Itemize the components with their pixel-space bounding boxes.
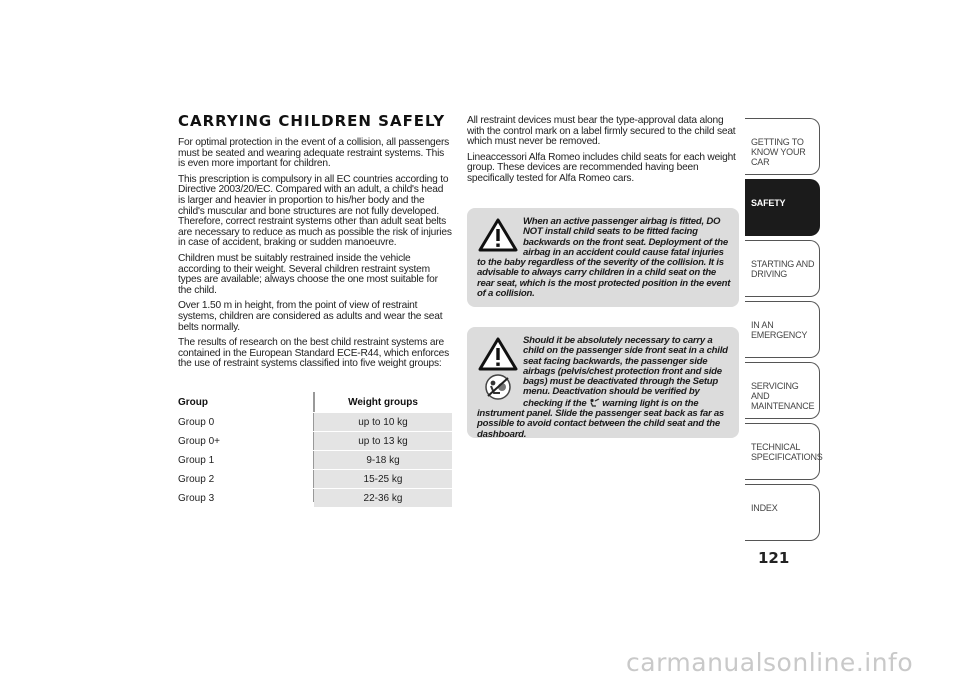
tab-technical-specifications[interactable] xyxy=(745,423,823,480)
intro-paragraph: For optimal protection in the event of a collision, all passengers must be seated and wearing adequate restraint systems. This is even more important for children. xyxy=(178,137,450,170)
table-row xyxy=(178,432,452,451)
weight-groups-table xyxy=(178,392,452,508)
airbag-warning-box xyxy=(467,208,739,307)
table-row xyxy=(178,451,452,470)
tab-label: TECHNICAL SPECIFICATIONS xyxy=(751,442,823,462)
type-approval-paragraph: All restraint devices must bear the type-approval data along with the control mark on a label firmly secured to the child seat which must never be removed. xyxy=(467,115,736,148)
table-row xyxy=(178,489,452,508)
tab-safety[interactable] xyxy=(745,179,820,236)
weight-column-header: Weight groups xyxy=(348,396,418,408)
table-row xyxy=(178,470,452,489)
tab-servicing-and-maintenance[interactable] xyxy=(745,362,820,419)
group-cell: Group 2 xyxy=(178,470,314,489)
weight-cell: 15-25 kg xyxy=(314,470,452,489)
tab-label: GETTING TO KNOW YOUR CAR xyxy=(751,137,806,167)
table-header-row xyxy=(178,392,452,413)
page-number: 121 xyxy=(758,549,790,567)
right-column xyxy=(467,116,739,190)
page-title: CARRYING CHILDREN SAFELY xyxy=(178,112,446,130)
tab-index[interactable] xyxy=(745,484,820,541)
tab-label: STARTING AND DRIVING xyxy=(751,259,815,279)
airbag-off-icon xyxy=(477,372,519,402)
group-cell: Group 1 xyxy=(178,451,314,470)
tab-in-an-emergency[interactable] xyxy=(745,301,820,358)
table-row xyxy=(178,413,452,432)
group-column-header: Group xyxy=(178,396,208,408)
airbag-warning-light-icon xyxy=(589,398,600,407)
restraint-paragraph: Children must be suitably restrained inside the vehicle according to their weight. Several children restraint system types are available; always choose the one most suitable for the child. xyxy=(178,252,438,296)
directive-paragraph: This prescription is compulsory in all EC countries according to Directive 2003/20/EC. Compared with an adult, a child's head is larger and heavier in proportion to his/her body and the child's muscular and bone structures are not fully developed. Therefore, correct restraint systems other than adult seat belts are necessary to reduce as much as possible the risk of injuries in case of accident, braking or sudden manoeuvre. xyxy=(178,173,452,249)
left-column xyxy=(178,138,452,375)
weight-cell: up to 10 kg xyxy=(314,413,452,432)
lineaccessori-paragraph: Lineaccessori Alfa Romeo includes child seats for each weight group. These devices are recommended having been specifically tested for Alfa Romeo cars. xyxy=(467,151,736,184)
warning-triangle-icon xyxy=(477,336,519,372)
tab-label: SERVICING AND MAINTENANCE xyxy=(751,381,815,411)
tab-label: SAFETY xyxy=(751,198,786,208)
group-cell: Group 3 xyxy=(178,489,314,508)
group-cell: Group 0 xyxy=(178,413,314,432)
tab-label: INDEX xyxy=(751,503,778,513)
airbag-deactivation-box xyxy=(467,327,739,438)
chapter-tabs xyxy=(745,118,823,545)
airbag-warning-text: When an active passenger airbag is fitted, DO NOT install child seats to be fitted facing backwards on the front seat. Deployment of the airbag in an accident could cause fatal injuries to the baby regardless of the severity of the collision. It is advisable to always carry children in a child seat on the rear seat, which is the most protected position in the event of a collision. xyxy=(477,216,731,300)
weight-cell: 22-36 kg xyxy=(314,489,452,508)
height-paragraph: Over 1.50 m in height, from the point of view of restraint systems, children are considered as adults and wear the seat belts normally. xyxy=(178,300,443,333)
tab-getting-to-know-your-car[interactable] xyxy=(745,118,820,175)
deactivation-text-start: Should it be absolutely necessary to carry a child on the passenger side front seat in a child seat facing backwards, the passenger side airbags (pelvis/chest protection front and side bags) must be deactivated through the Setup menu. Deactivation should be verified by checking if the xyxy=(523,335,728,409)
group-cell: Group 0+ xyxy=(178,432,314,451)
warning-triangle-icon xyxy=(477,217,519,253)
tab-starting-and-driving[interactable] xyxy=(745,240,820,297)
weight-cell: up to 13 kg xyxy=(314,432,452,451)
tab-label: IN AN EMERGENCY xyxy=(751,320,808,340)
deactivation-text-end: warning light is on the instrument panel. Slide the passenger seat back as far as possible to avoid contact between the child seat and the dashboard. xyxy=(477,397,725,440)
watermark: carmanualsonline.info xyxy=(626,648,914,677)
research-paragraph: The results of research on the best child restraint systems are contained in the European Standard ECE-R44, which enforces the use of restraint systems classified into five weight groups: xyxy=(178,337,449,370)
weight-cell: 9-18 kg xyxy=(314,451,452,470)
